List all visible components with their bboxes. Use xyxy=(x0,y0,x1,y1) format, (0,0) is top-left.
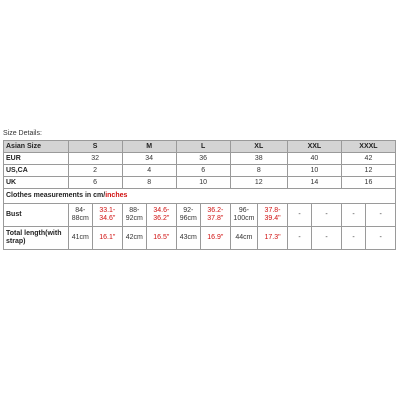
size-cell: 12 xyxy=(230,177,287,189)
cm-cell: 88-92cm xyxy=(122,204,146,227)
size-row-us-ca xyxy=(4,165,396,177)
header-label: Asian Size xyxy=(4,141,69,153)
size-cell: 10 xyxy=(176,177,230,189)
size-header: XXL xyxy=(287,141,341,153)
empty-cell: - xyxy=(366,227,396,250)
size-cell: 10 xyxy=(287,165,341,177)
section-highlight: inches xyxy=(105,192,128,199)
measure-row-total-length xyxy=(4,227,396,250)
size-cell: 16 xyxy=(341,177,395,189)
cm-cell: 84-88cm xyxy=(68,204,92,227)
header-row xyxy=(4,141,396,153)
size-cell: 40 xyxy=(287,153,341,165)
size-header: M xyxy=(122,141,176,153)
size-cell: 2 xyxy=(68,165,122,177)
empty-cell: - xyxy=(341,204,365,227)
cm-cell: 96-100cm xyxy=(230,204,258,227)
measurements-section-row xyxy=(4,189,396,204)
empty-cell: - xyxy=(366,204,396,227)
empty-cell: - xyxy=(341,227,365,250)
size-header: L xyxy=(176,141,230,153)
size-header: XL xyxy=(230,141,287,153)
size-cell: 14 xyxy=(287,177,341,189)
section-prefix: Clothes measurements in cm/ xyxy=(6,192,106,199)
size-header: XXXL xyxy=(341,141,395,153)
row-label: UK xyxy=(4,177,69,189)
empty-cell: - xyxy=(312,227,342,250)
inch-cell: 16.5" xyxy=(147,227,177,250)
size-cell: 4 xyxy=(122,165,176,177)
cm-cell: 43cm xyxy=(176,227,200,250)
size-cell: 8 xyxy=(122,177,176,189)
measurements-section-heading xyxy=(4,189,396,204)
inch-cell: 33.1-34.6" xyxy=(92,204,122,227)
size-header: S xyxy=(68,141,122,153)
cm-cell: 41cm xyxy=(68,227,92,250)
measure-row-bust xyxy=(4,204,396,227)
size-cell: 38 xyxy=(230,153,287,165)
inch-cell: 36.2-37.8" xyxy=(201,204,231,227)
size-cell: 42 xyxy=(341,153,395,165)
cm-cell: 92-96cm xyxy=(176,204,200,227)
size-cell: 34 xyxy=(122,153,176,165)
cm-cell: 42cm xyxy=(122,227,146,250)
size-cell: 12 xyxy=(341,165,395,177)
empty-cell: - xyxy=(312,204,342,227)
row-label: Bust xyxy=(4,204,69,227)
size-cell: 36 xyxy=(176,153,230,165)
row-label: US,CA xyxy=(4,165,69,177)
cm-cell: 44cm xyxy=(230,227,258,250)
inch-cell: 16.9" xyxy=(201,227,231,250)
empty-cell: - xyxy=(287,227,311,250)
size-chart-table xyxy=(3,140,396,250)
size-row-eur xyxy=(4,153,396,165)
size-cell: 8 xyxy=(230,165,287,177)
inch-cell: 17.3" xyxy=(258,227,288,250)
size-details-title: Size Details: xyxy=(3,130,42,137)
row-label: EUR xyxy=(4,153,69,165)
inch-cell: 16.1" xyxy=(92,227,122,250)
inch-cell: 34.6-36.2" xyxy=(147,204,177,227)
inch-cell: 37.8-39.4" xyxy=(258,204,288,227)
size-cell: 6 xyxy=(176,165,230,177)
size-cell: 6 xyxy=(68,177,122,189)
size-row-uk xyxy=(4,177,396,189)
row-label: Total length(with strap) xyxy=(4,227,69,250)
size-cell: 32 xyxy=(68,153,122,165)
empty-cell: - xyxy=(287,204,311,227)
